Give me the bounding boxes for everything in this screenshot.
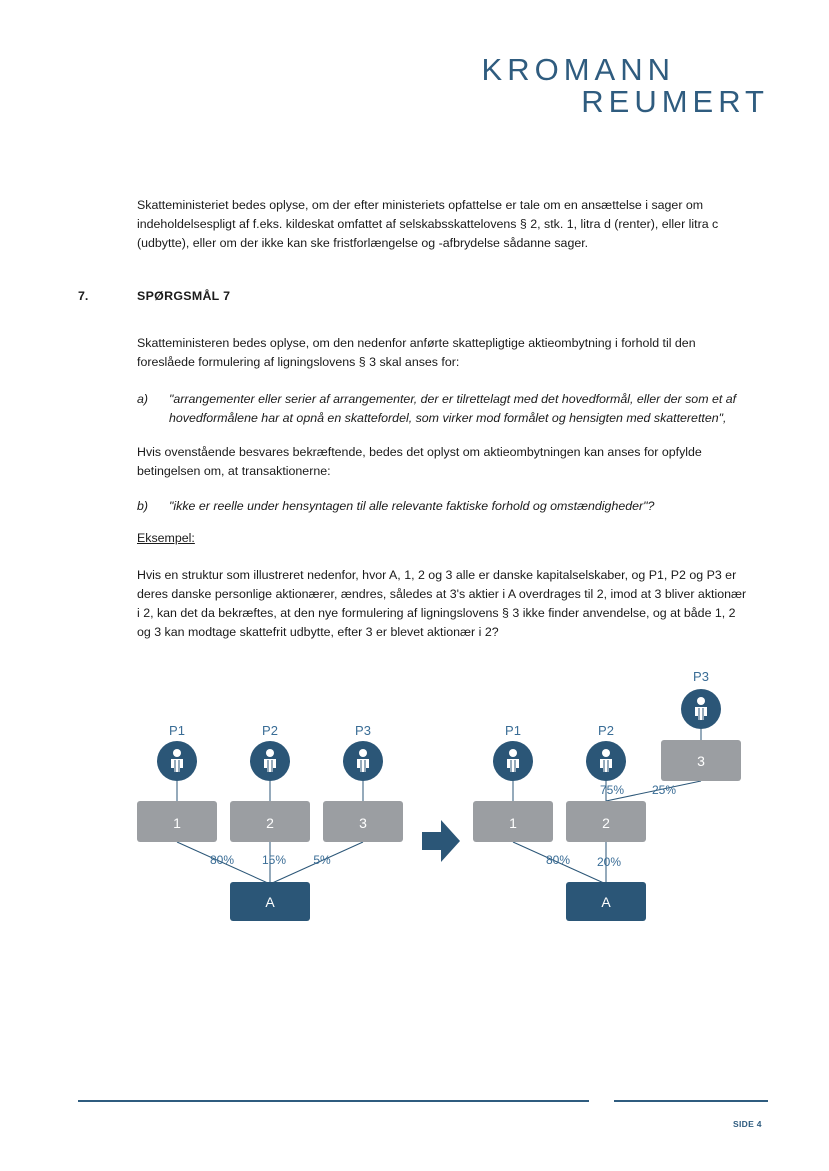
hvis-paragraph: Hvis ovenstående besvares bekræftende, bedes det oplyst om aktieombytningen kan anses for opfylde betingelsen om, at transaktionerne: (137, 445, 702, 478)
example-paragraph: Hvis en struktur som illustreret nedenfor, hvor A, 1, 2 og 3 alle er danske kapitalselskaber, og P1, P2 og P3 er deres danske personlige aktionærer, ændres, således at 3's aktier i A overdrages til 2, imod at 3 bliver aktionær i 2, kan det da bekræftes, at den nye formulering af ligningslovens § 3 ikke finder anvendelse, og at både 1, 2 og 3 kan modtage skattefrit udbytte, efter 3 er blevet aktionær i 2? (137, 568, 747, 639)
logo-line-2: REUMERT (581, 84, 769, 119)
diagram-before (137, 723, 403, 921)
example-heading: Eksempel: (137, 531, 195, 545)
pct-3-2-after: 25% (651, 783, 677, 797)
person-label-p3-after: P3 (693, 669, 709, 684)
quote-a-label: a) (137, 392, 149, 406)
company-label-A-after: A (601, 894, 611, 910)
quote-a-text: "arrangementer eller serier af arrangementer, der er tilrettelagt med det hovedformål, eller der som et af hovedformålene har at opnå en skattefordel, som virker mod formålet og hensigten med skatteretten", (169, 392, 737, 425)
pct-3-A: 5% (313, 853, 331, 867)
person-label-p1-after: P1 (505, 723, 521, 738)
pct-2-A: 15% (261, 853, 287, 867)
company-label-2-after: 2 (602, 815, 610, 831)
question-paragraph: Skatteministeren bedes oplyse, om den nedenfor anførte skattepligtige aktieombytning i forhold til den foreslåede formulering af ligningslovens § 3 skal anses for: (137, 336, 696, 369)
company-label-3: 3 (359, 815, 367, 831)
logo-line-1: KROMANN (481, 52, 675, 87)
person-label-p2-after: P2 (598, 723, 614, 738)
footer-rule-left (78, 1100, 589, 1102)
pct-P2-2-after: 75% (599, 783, 625, 797)
ownership-diagram (0, 660, 829, 940)
pct-1-A: 80% (209, 853, 235, 867)
section-number: 7. (78, 289, 89, 303)
pct-1-A-after: 80% (545, 853, 571, 867)
person-label-p3: P3 (355, 723, 371, 738)
diagram-after (473, 669, 741, 921)
quote-b-label: b) (137, 499, 149, 513)
company-label-1-after: 1 (509, 815, 517, 831)
quote-b-text: "ikke er reelle under hensyntagen til alle relevante faktiske forhold og omstændigheder"? (169, 499, 655, 513)
company-label-3-after: 3 (697, 753, 705, 769)
person-label-p2: P2 (262, 723, 278, 738)
company-label-1: 1 (173, 815, 181, 831)
pct-2-A-after: 20% (596, 855, 622, 869)
person-label-p1: P1 (169, 723, 185, 738)
footer-rule-right (614, 1100, 768, 1102)
company-label-2: 2 (266, 815, 274, 831)
company-label-A: A (265, 894, 275, 910)
page-number: SIDE 4 (733, 1119, 762, 1129)
transition-arrow-icon (422, 820, 460, 862)
intro-paragraph: Skatteministeriet bedes oplyse, om der efter ministeriets opfattelse er tale om en ansættelse i sager om indeholdelsespligt af f.eks. kildeskat omfattet af selskabsskattelovens § 2, stk. 1, litra d (renter), eller litra c (udbytte), eller om der ikke kan ske fristforlængelse og -afbrydelse sådanne sager. (137, 198, 719, 250)
section-title: SPØRGSMÅL 7 (137, 289, 231, 303)
